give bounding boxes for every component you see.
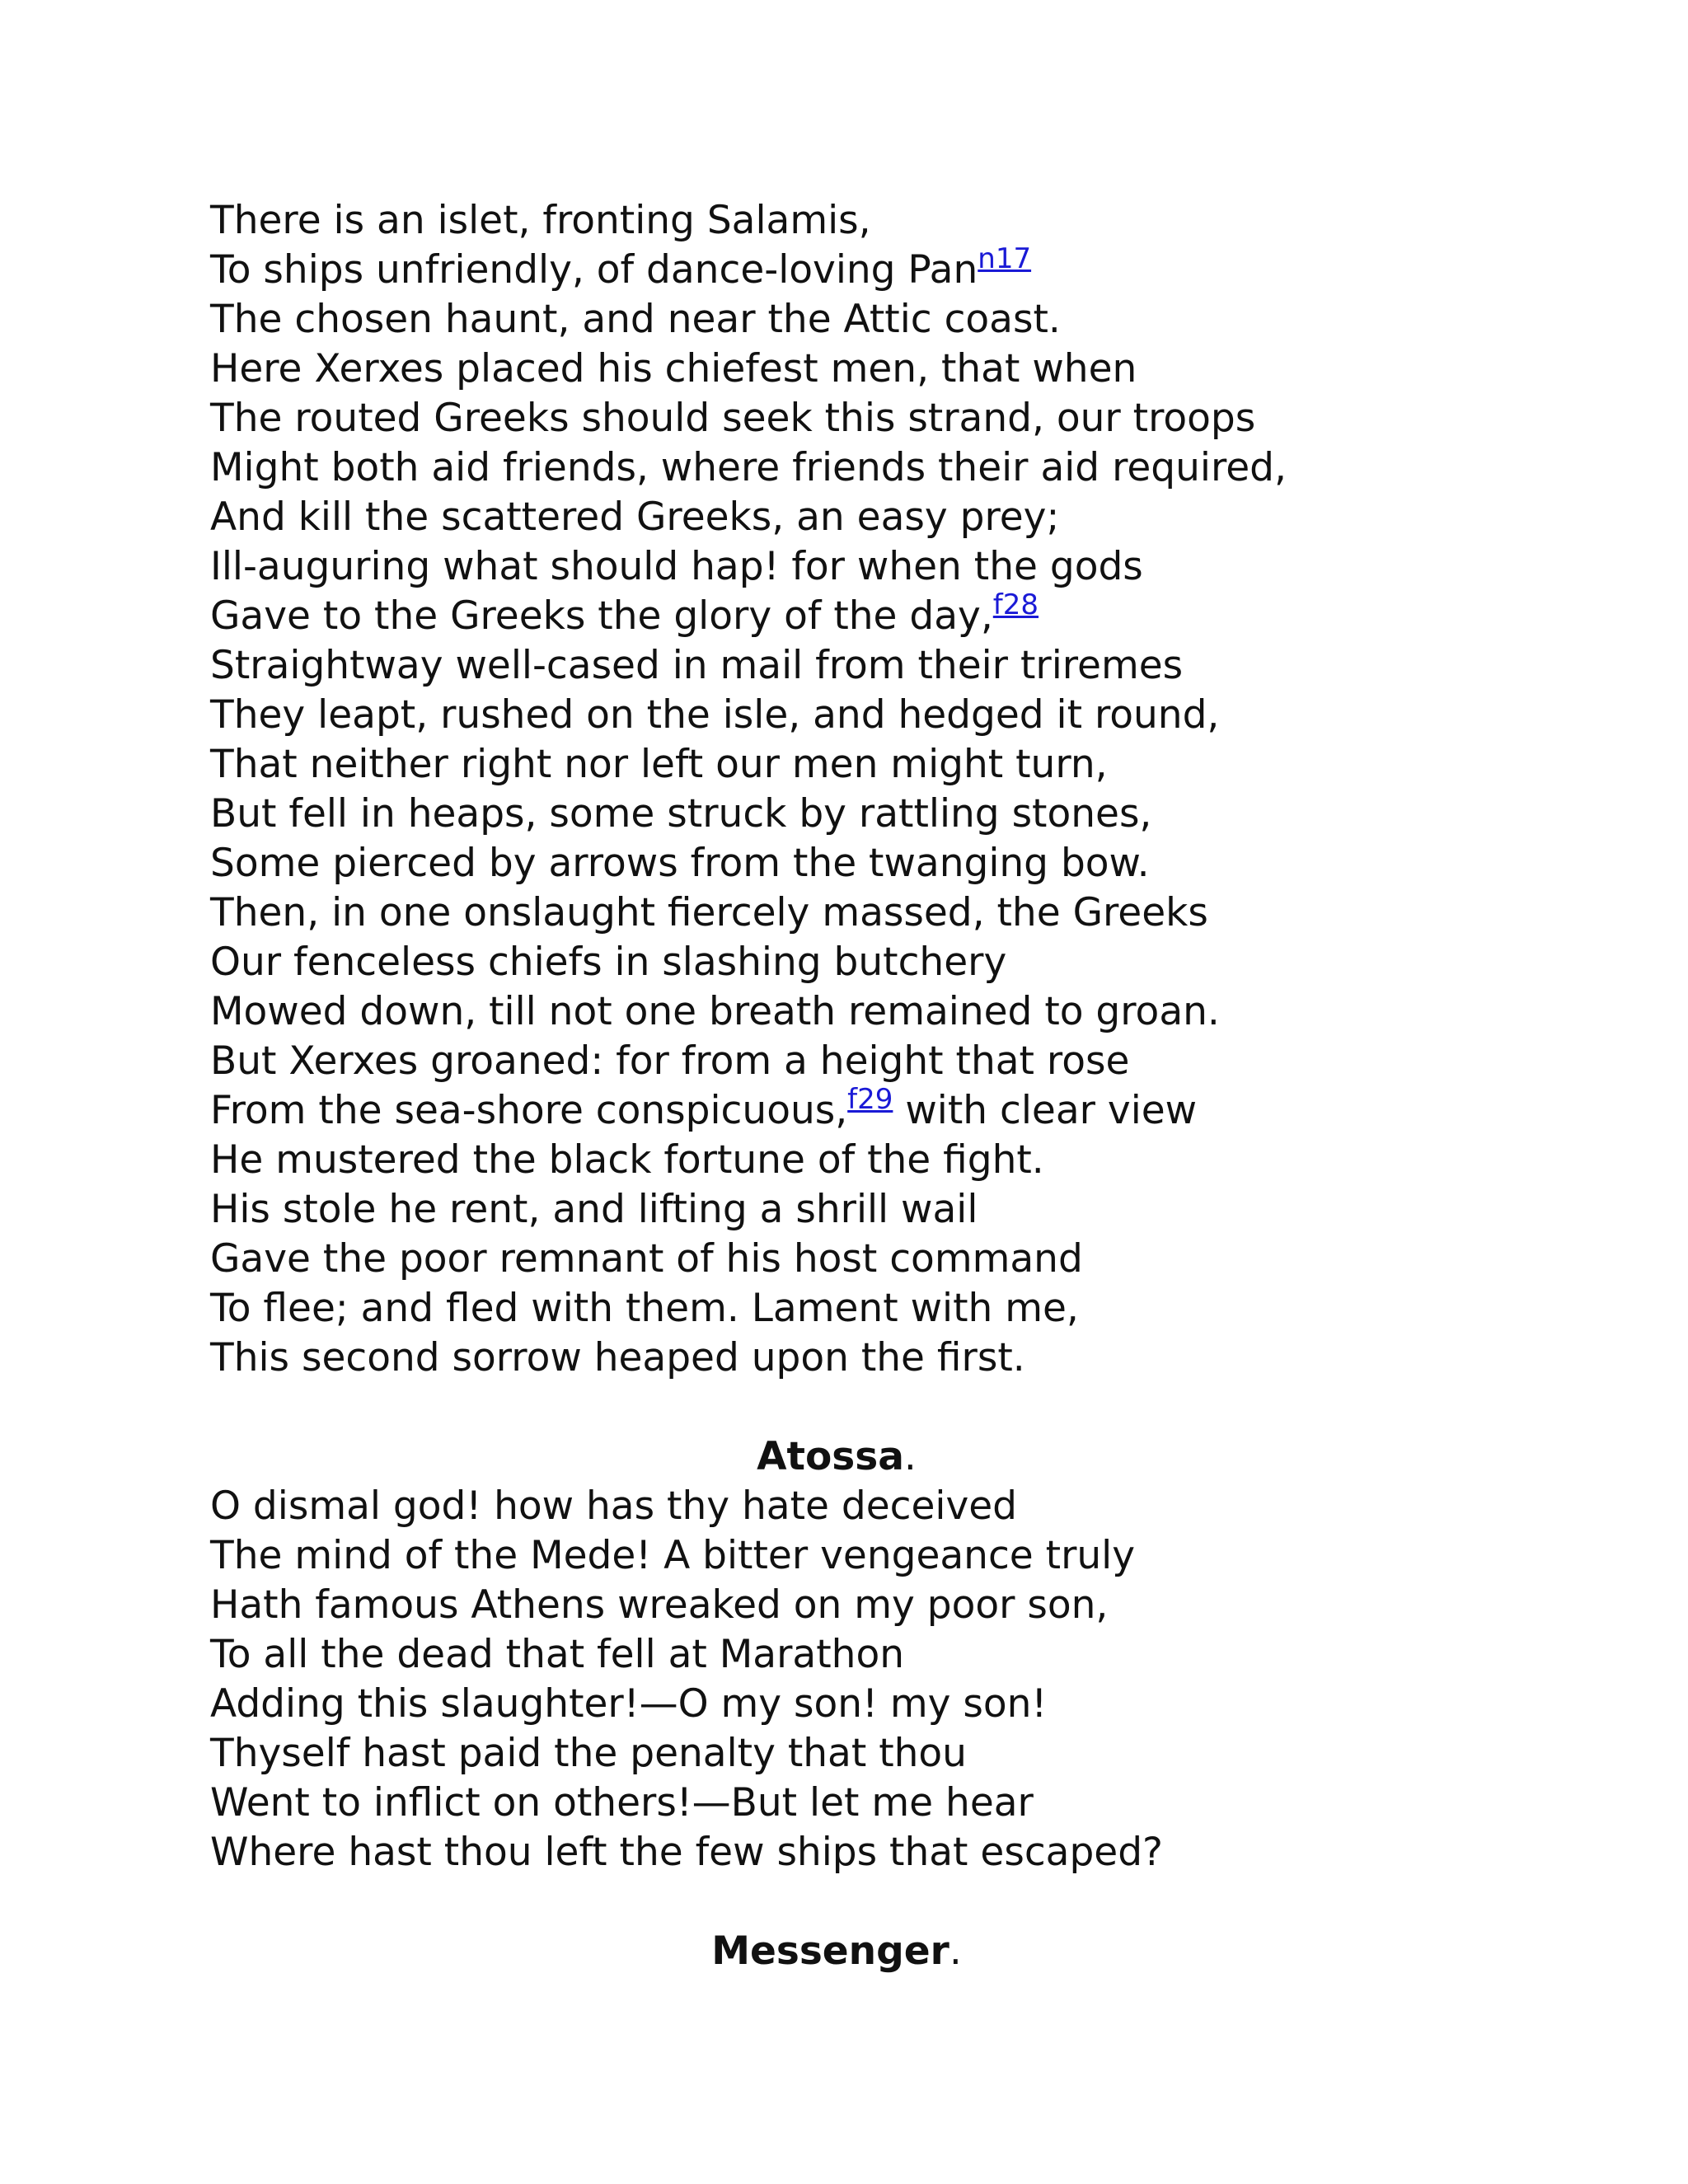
verse-text: Here Xerxes placed his chiefest men, that when (210, 346, 1137, 391)
verse-line (210, 1828, 1529, 1877)
verse-line (210, 1037, 1529, 1086)
verse-text: Hath famous Athens wreaked on my poor son, (210, 1582, 1109, 1628)
speaker-punct: . (949, 1929, 962, 1974)
speaker-heading-atossa (210, 1432, 1463, 1482)
verse-text: Our fenceless chiefs in slashing butchery (210, 940, 1007, 985)
stanza-gap (210, 1877, 1529, 1927)
verse-text: The routed Greeks should seek this strand, our troops (210, 396, 1256, 441)
verse-text: To ships unfriendly, of dance-loving Pan (210, 247, 978, 293)
verse-text: But Xerxes groaned: for from a height that rose (210, 1038, 1130, 1084)
verse-text: That neither right nor left our men might turn, (210, 742, 1108, 787)
verse-text: The mind of the Mede! A bitter vengeance truly (210, 1533, 1136, 1578)
verse-line (210, 394, 1529, 443)
document-page (210, 196, 1529, 1976)
verse-text: Gave to the Greeks the glory of the day, (210, 593, 993, 639)
verse-line (210, 1630, 1529, 1680)
verse-line (210, 1083, 1529, 1136)
verse-text: Might both aid friends, where friends their aid required, (210, 445, 1287, 490)
verse-line (210, 196, 1529, 246)
verse-text: To flee; and fled with them. Lament with me, (210, 1286, 1079, 1331)
verse-text: To all the dead that fell at Marathon (210, 1632, 904, 1677)
verse-text: There is an islet, fronting Salamis, (210, 198, 871, 243)
verse-line (210, 1284, 1529, 1333)
verse-text: Went to inflict on others!—But let me hear (210, 1780, 1034, 1825)
verse-text: But fell in heaps, some struck by rattling stones, (210, 791, 1152, 837)
verse-text: Then, in one onslaught fiercely massed, the Greeks (210, 890, 1208, 935)
verse-text: Mowed down, till not one breath remained to groan. (210, 989, 1220, 1034)
verse-line (210, 691, 1529, 740)
verse-text: The chosen haunt, and near the Attic coast. (210, 297, 1061, 342)
footnote-link[interactable]: f29 (847, 1083, 893, 1116)
verse-line (210, 1136, 1529, 1185)
verse-line (210, 938, 1529, 987)
verse-text: Some pierced by arrows from the twanging bow. (210, 841, 1150, 886)
verse-line (210, 344, 1529, 394)
speaker-heading-messenger (210, 1927, 1463, 1976)
verse-line (210, 1531, 1529, 1581)
verse-text: He mustered the black fortune of the fight. (210, 1137, 1044, 1183)
verse-line (210, 740, 1529, 790)
verse-text: His stole he rent, and lifting a shrill wail (210, 1187, 978, 1232)
verse-line (210, 1779, 1529, 1828)
verse-text: Ill-auguring what should hap! for when the gods (210, 544, 1143, 589)
verse-text: They leapt, rushed on the isle, and hedged it round, (210, 692, 1220, 738)
verse-text: Where hast thou left the few ships that escaped? (210, 1830, 1163, 1875)
verse-line (210, 1185, 1529, 1235)
verse-line (210, 242, 1529, 295)
verse-line (210, 295, 1529, 344)
verse-text: with clear view (893, 1088, 1198, 1133)
verse-line (210, 443, 1529, 493)
verse-text: Adding this slaughter!—O my son! my son! (210, 1681, 1048, 1727)
verse-line (210, 839, 1529, 888)
verse-line (210, 1680, 1529, 1729)
verse-line (210, 1482, 1529, 1531)
stanza-gap (210, 1383, 1529, 1432)
verse-line (210, 987, 1529, 1037)
verse-line (210, 1333, 1529, 1383)
verse-line (210, 641, 1529, 691)
verse-text: O dismal god! how has thy hate deceived (210, 1483, 1018, 1529)
verse-text: Straightway well-cased in mail from their triremes (210, 643, 1184, 688)
speaker-name: Atossa (757, 1434, 904, 1479)
verse-line (210, 493, 1529, 542)
footnote-link[interactable]: f28 (992, 588, 1039, 621)
verse-line (210, 1729, 1529, 1779)
verse-line (210, 1581, 1529, 1630)
verse-text: This second sorrow heaped upon the first. (210, 1335, 1025, 1380)
verse-line (210, 542, 1529, 592)
footnote-link[interactable]: n17 (978, 242, 1032, 275)
verse-text: Thyself hast paid the penalty that thou (210, 1731, 967, 1776)
verse-line (210, 790, 1529, 839)
verse-line (210, 1235, 1529, 1284)
verse-line (210, 588, 1529, 641)
speaker-punct: . (903, 1434, 917, 1479)
verse-text: Gave the poor remnant of his host command (210, 1236, 1083, 1282)
verse-line (210, 888, 1529, 938)
verse-text: From the sea-shore conspicuous, (210, 1088, 848, 1133)
speaker-name: Messenger (711, 1929, 950, 1974)
verse-text: And kill the scattered Greeks, an easy prey; (210, 494, 1060, 540)
